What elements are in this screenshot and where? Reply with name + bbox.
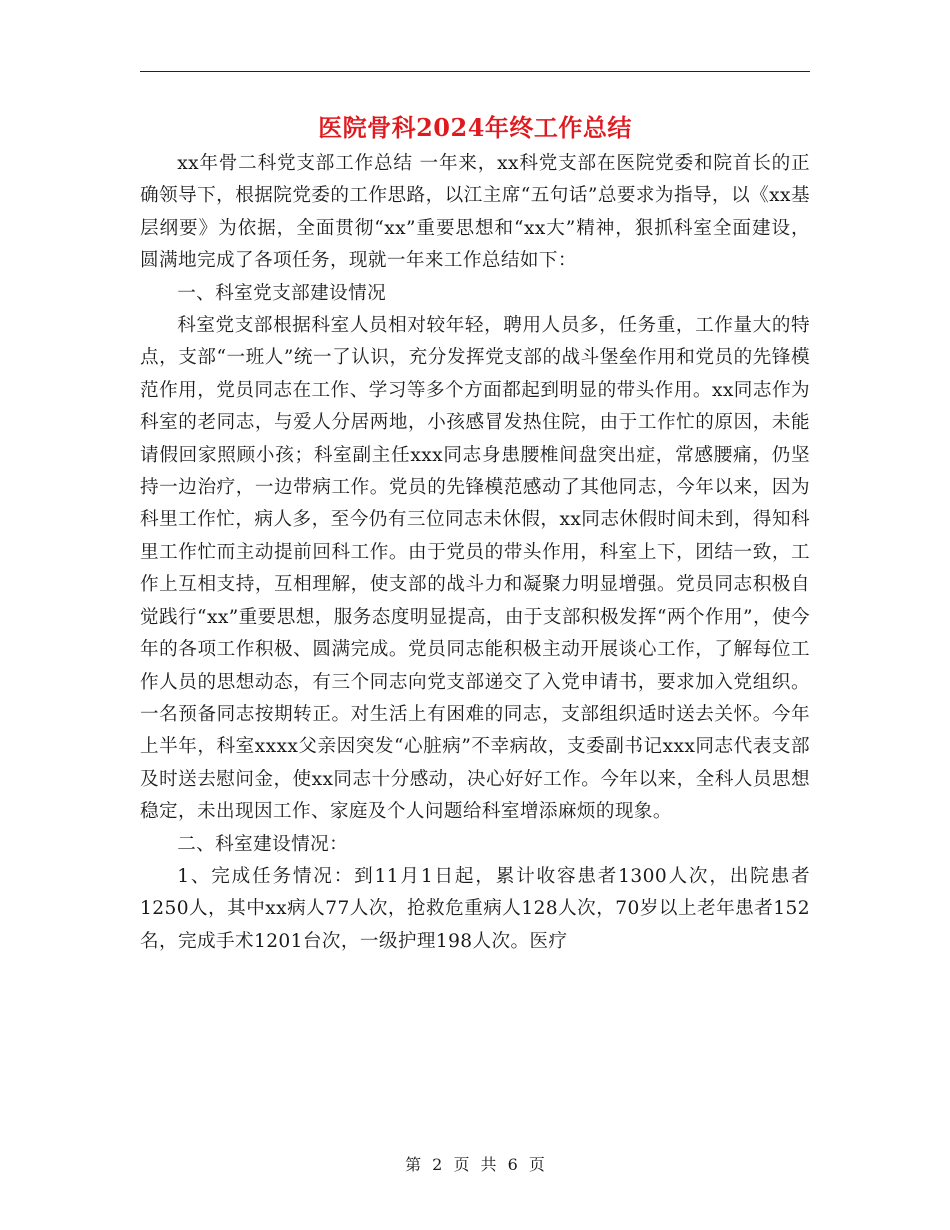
document-title: 医院骨科2024年终工作总结 (318, 113, 632, 142)
section-heading-party-branch: 一、科室党支部建设情况 (177, 282, 387, 304)
paragraph-party-branch: 科室党支部根据科室人员相对较年轻，聘用人员多，任务重，工作量大的特点，支部“一班人”统一了认识，充分发挥党支部的战斗堡垒作用和党员的先锋模范作用，党员同志在工作、学习等多个方面都起到明显的带头作用。xx同志作为科室的老同志，与爱人分居两地，小孩感冒发热住院，由于工作忙的原因，未能请假回家照顾小孩；科室副主任xxx同志身患腰椎间盘突出症，常感腰痛，仍坚持一边治疗，一边带病工作。党员的先锋模范感动了其他同志，今年以来，因为科里工作忙，病人多，至今仍有三位同志未休假，xx同志休假时间未到，得知科里工作忙而主动提前回科工作。由于党员的带头作用，科室上下，团结一致，工作上互相支持，互相理解，使支部的战斗力和凝聚力明显增强。党员同志积极自觉践行“xx”重要思想，服务态度明显提高，由于支部积极发挥“两个作用”，使今年的各项工作积极、圆满完成。党员同志能积极主动开展谈心工作，了解每位工作人员的思想动态，有三个同志向党支部递交了入党申请书，要求加入党组织。一名预备同志按期转正。对生活上有困难的同志，支部组织适时送去关怀。今年上半年，科室xxxx父亲因突发“心脏病”不幸病故，支委副书记xxx同志代表支部及时送去慰问金，使xx同志十分感动，决心好好工作。今年以来，全科人员思想稳定，未出现因工作、家庭及个人问题给科室增添麻烦的现象。 (140, 315, 810, 823)
section-heading-department: 二、科室建设情况： (177, 833, 349, 855)
page-footer: 第 2 页 共 6 页 (405, 1155, 545, 1174)
paragraph-intro: xx年骨二科党支部工作总结 一年来，xx科党支部在医院党委和院首长的正确领导下，根据院党委的工作思路，以江主席“五句话”总要求为指导，以《xx基层纲要》为依据，全面贯彻“xx”重要思想和“xx大”精神，狠抓科室全面建设，圆满地完成了各项任务，现就一年来工作总结如下： (140, 153, 810, 272)
document-body (140, 148, 810, 958)
paragraph-task-completion: 1、完成任务情况：到11月1日起，累计收容患者1300人次，出院患者1250人，其中xx病人77人次，抢救危重病人128人次，70岁以上老年患者152名，完成手术1201台次，一级护理198人次。医疗 (140, 865, 810, 952)
header-rule (140, 71, 810, 72)
